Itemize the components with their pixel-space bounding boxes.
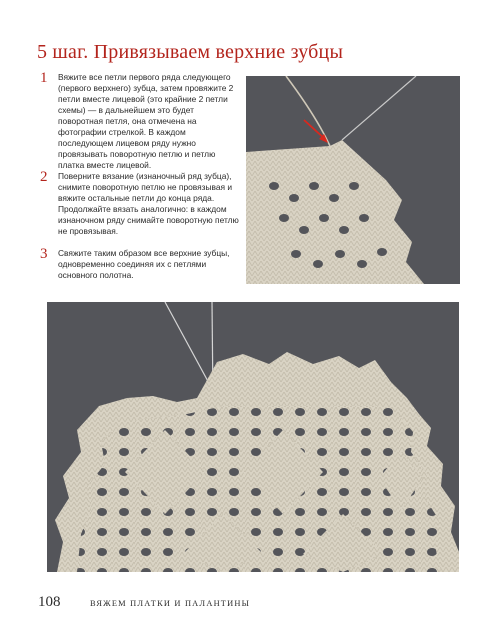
photo-knitting-main: [47, 302, 459, 572]
step-text: Поверните вязание (изнаночный ряд зубца), снимите поворотную петлю не провязывая и вяжите остальные петли до конца ряда. Продолжайте вязать аналогично: в каждом изнаночном ряду снимайте поворотную петлю не провязывая.: [58, 171, 239, 236]
step-text: Свяжите таким образом все верхние зубцы, одновременно соединяя их с петлями основного полотна.: [58, 248, 230, 280]
step-number: 3: [40, 246, 48, 262]
photo-knitting-edge-detail: [246, 76, 460, 284]
step-number: 2: [40, 169, 48, 185]
knitting-edge-illustration: [246, 76, 460, 284]
page-number: 108: [38, 594, 61, 610]
step-number: 1: [40, 70, 48, 86]
running-title: ВЯЖЕМ ПЛАТКИ И ПАЛАНТИНЫ: [90, 599, 251, 608]
step-text: Вяжите все петли первого ряда следующего (первого верхнего) зубца, затем провяжите 2 петли вместе лицевой (это крайние 2 петли схемы) — в дальнейшем это будет поворотная петля, она отмечена на фотографии стрелкой. В каждом последующем лицевом ряду нужно провязывать поворотную петлю и петлю платка вместе лицевой.: [58, 72, 234, 170]
arrow-icon: [304, 120, 328, 143]
section-heading: 5 шаг. Привязываем верхние зубцы: [37, 41, 344, 63]
knitting-main-illustration: [47, 302, 459, 572]
